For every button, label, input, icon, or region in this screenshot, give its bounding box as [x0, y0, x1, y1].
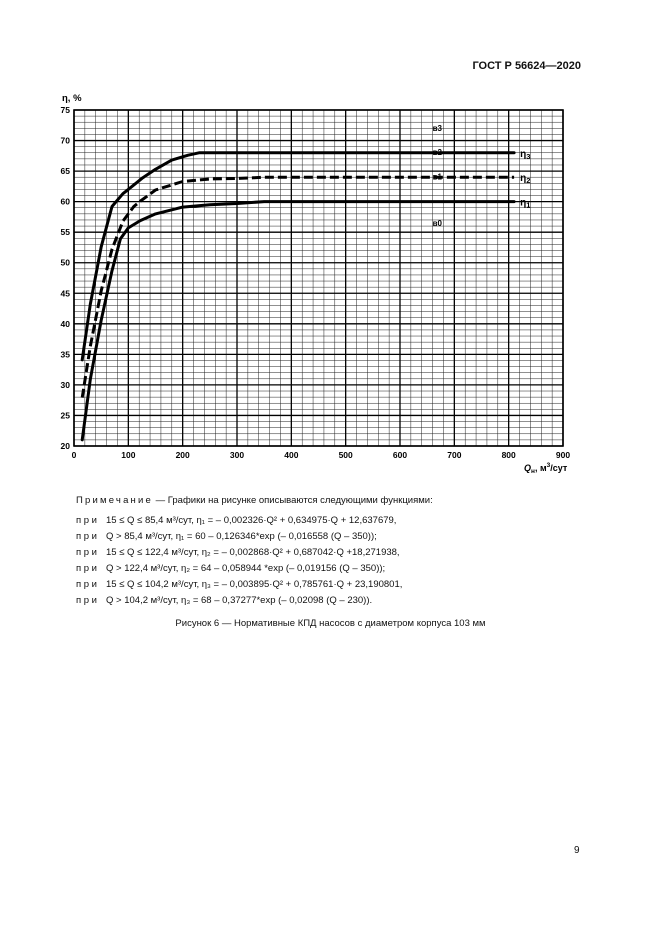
- fine-grid: [74, 110, 563, 446]
- y-tick-label: 75: [60, 105, 70, 115]
- notes-block: [76, 493, 596, 609]
- formula-condition-prefix: при: [76, 563, 100, 574]
- y-tick-label: 25: [60, 410, 70, 421]
- series-marker-3: в3: [432, 123, 442, 133]
- plot-frame: [74, 110, 563, 446]
- y-tick-label: 20: [60, 441, 70, 451]
- series-line-eta3: [82, 153, 514, 360]
- series-label-eta1: $\eta_1$: [520, 197, 531, 210]
- formula-list: [76, 513, 596, 609]
- series-line-eta2: [82, 177, 514, 398]
- major-grid: [74, 110, 563, 446]
- formula-text: 15 ≤ Q ≤ 104,2 м³/сут, η₃ = – 0,003895·Q² + 0,785761·Q + 23,190801,: [106, 579, 403, 590]
- x-tick-label: 600: [392, 450, 408, 460]
- y-tick-label: 35: [60, 349, 70, 360]
- series-label-eta2: $\eta_2$: [520, 173, 531, 186]
- x-tick-label: 500: [338, 450, 353, 460]
- x-tick-label: 800: [501, 450, 516, 460]
- formula-condition-prefix: при: [76, 595, 100, 606]
- series-marker-0: в0: [432, 219, 442, 229]
- formula-text: Q > 85,4 м³/сут, η₁ = 60 – 0,126346*exp (– 0,016558 (Q – 350));: [106, 531, 377, 542]
- formula-text: Q > 122,4 м³/сут, η₂ = 64 – 0,058944 *exp (– 0,019156 (Q – 350));: [106, 563, 386, 574]
- y-tick-label: 50: [60, 257, 70, 268]
- x-tick-label: 0: [71, 450, 77, 460]
- formula-condition-prefix: при: [76, 547, 100, 558]
- x-axis-tick-labels: [72, 450, 571, 460]
- series-marker-1: в1: [432, 172, 442, 182]
- page-number: 9: [574, 845, 580, 856]
- y-axis-tick-labels: [61, 105, 71, 451]
- notes-intro: — Графики на рисунке описываются следующими функциями:: [153, 495, 433, 506]
- y-tick-label: 40: [60, 318, 70, 329]
- x-tick-label: 100: [121, 450, 136, 460]
- formula-line: [76, 545, 596, 561]
- y-tick-label: 60: [60, 196, 70, 207]
- series-line-eta1: [82, 202, 514, 440]
- formula-text: 15 ≤ Q ≤ 122,4 м³/сут, η₂ = – 0,002868·Q² + 0,687042·Q +18,271938,: [106, 547, 400, 558]
- series-layer: [82, 153, 514, 440]
- formula-condition-prefix: при: [76, 515, 100, 526]
- y-tick-label: 30: [60, 379, 70, 390]
- formula-text: Q > 104,2 м³/сут, η₃ = 68 – 0,37277*exp (– 0,02098 (Q – 230)).: [106, 595, 373, 606]
- y-tick-label: 70: [60, 135, 70, 146]
- x-tick-label: 200: [175, 450, 190, 460]
- document-id: ГОСТ Р 56624—2020: [472, 60, 581, 72]
- x-tick-label: 900: [555, 450, 571, 460]
- formula-condition-prefix: при: [76, 531, 100, 542]
- formula-line: [76, 561, 596, 577]
- formula-text: 15 ≤ Q ≤ 85,4 м³/сут, η₁ = – 0,002326·Q² + 0,634975·Q + 12,637679,: [106, 515, 397, 526]
- figure-caption: Рисунок 6 — Нормативные КПД насосов с диаметром корпуса 103 мм: [175, 618, 486, 629]
- series-label-eta3: $\eta_3$: [520, 148, 531, 161]
- formula-condition-prefix: при: [76, 579, 100, 590]
- formula-line: [76, 529, 596, 545]
- notes-label: Примечание: [76, 495, 153, 506]
- y-axis-label: η, %: [62, 93, 82, 104]
- y-tick-label: 55: [60, 227, 70, 238]
- formula-line: [76, 577, 596, 593]
- x-axis-label: $Q_н$, $м^3$/сут: [524, 462, 568, 475]
- x-tick-label: 400: [284, 450, 299, 460]
- y-tick-label: 45: [60, 288, 70, 299]
- x-tick-label: 700: [447, 450, 462, 460]
- formula-line: [76, 513, 596, 529]
- series-marker-2: в2: [432, 148, 442, 158]
- notes-title: [76, 493, 596, 509]
- y-tick-label: 65: [60, 166, 70, 177]
- formula-line: [76, 593, 596, 609]
- x-tick-label: 300: [229, 450, 245, 460]
